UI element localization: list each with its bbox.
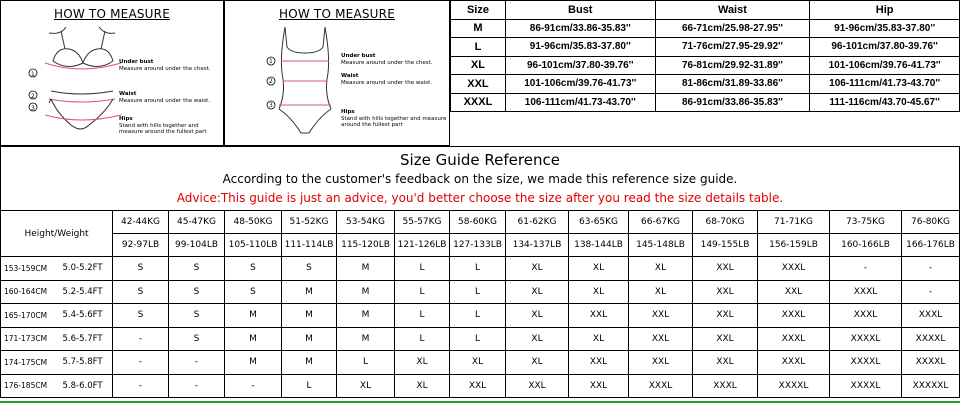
weight-kg-cell: 71-71KG: [758, 211, 830, 234]
size-recommendation-cell: M: [282, 351, 337, 375]
size-recommendation-cell: XL: [506, 280, 569, 304]
size-recommendation-cell: M: [225, 327, 282, 351]
size-recommendation-cell: L: [395, 304, 450, 328]
size-recommendation-cell: M: [225, 351, 282, 375]
size-recommendation-cell: XL: [395, 374, 450, 398]
how-to-measure-swimsuit-panel: [224, 0, 450, 146]
size-recommendation-cell: L: [450, 280, 506, 304]
size-recommendation-cell: XL: [506, 304, 569, 328]
size-recommendation-cell: L: [395, 280, 450, 304]
size-recommendation-cell: S: [225, 280, 282, 304]
weight-lb-cell: 166-176LB: [902, 234, 960, 257]
size-recommendation-cell: XL: [395, 351, 450, 375]
waist-cell: 81-86cm/31.89-33.86'': [655, 75, 810, 94]
size-recommendation-cell: -: [830, 257, 902, 281]
size-recommendation-cell: -: [169, 351, 225, 375]
marker-2: 2: [31, 93, 35, 100]
size-recommendation-cell: S: [282, 257, 337, 281]
size-recommendation-cell: XXL: [569, 304, 629, 328]
size-guide-header: [0, 146, 960, 210]
height-weight-size-grid: [0, 210, 960, 398]
size-recommendation-cell: XXL: [693, 327, 758, 351]
size-recommendation-cell: XXL: [450, 374, 506, 398]
height-ft-cell: 5.6-5.7FT: [59, 327, 113, 351]
size-recommendation-cell: S: [225, 257, 282, 281]
size-recommendation-cell: XL: [569, 257, 629, 281]
waist-cell: 86-91cm/33.86-35.83'': [655, 93, 810, 112]
bust-header: Bust: [505, 1, 655, 20]
weight-lb-cell: 149-155LB: [693, 234, 758, 257]
hip-cell: 111-116cm/43.70-45.67'': [810, 93, 960, 112]
size-cell: XXL: [451, 75, 506, 94]
hip-cell: 96-101cm/37.80-39.76'': [810, 38, 960, 57]
size-recommendation-cell: XXXL: [693, 374, 758, 398]
hip-cell: 91-96cm/35.83-37.80'': [810, 19, 960, 38]
weight-lb-cell: 127-133LB: [450, 234, 506, 257]
weight-kg-cell: 42-44KG: [113, 211, 169, 234]
marker-2: 2: [269, 78, 273, 85]
height-ft-cell: 5.8-6.0FT: [59, 374, 113, 398]
height-ft-cell: 5.2-5.4FT: [59, 280, 113, 304]
weight-lb-cell: 111-114LB: [282, 234, 337, 257]
size-recommendation-cell: XXXL: [758, 351, 830, 375]
weight-lb-cell: 134-137LB: [506, 234, 569, 257]
height-cm-cell: 171-173CM: [1, 327, 59, 351]
size-recommendation-cell: -: [225, 374, 282, 398]
weight-kg-cell: 55-57KG: [395, 211, 450, 234]
size-recommendation-cell: XXL: [758, 280, 830, 304]
size-header: Size: [451, 1, 506, 20]
bikini-illustration: [21, 25, 131, 145]
height-ft-cell: 5.7-5.8FT: [59, 351, 113, 375]
size-recommendation-cell: S: [113, 304, 169, 328]
size-recommendation-cell: XL: [569, 327, 629, 351]
waist-note: Waist Measure around under the waist.: [119, 91, 211, 104]
size-recommendation-cell: -: [902, 280, 960, 304]
size-recommendation-cell: XXL: [569, 351, 629, 375]
weight-kg-cell: 63-65KG: [569, 211, 629, 234]
size-recommendation-cell: XL: [506, 351, 569, 375]
weight-kg-cell: 51-52KG: [282, 211, 337, 234]
size-recommendation-cell: XXL: [506, 374, 569, 398]
size-recommendation-cell: XXXL: [830, 304, 902, 328]
height-weight-label: Height/Weight: [1, 211, 113, 257]
table-row: [451, 93, 960, 112]
under-bust-note: Under bust Measure around under the chest.: [341, 53, 433, 66]
size-recommendation-cell: XXL: [693, 304, 758, 328]
weight-kg-cell: 66-67KG: [629, 211, 693, 234]
size-recommendation-cell: XXXL: [758, 257, 830, 281]
how-to-measure-bikini-panel: [0, 0, 224, 146]
size-cell: XXXL: [451, 93, 506, 112]
weight-kg-cell: 61-62KG: [506, 211, 569, 234]
size-cell: L: [451, 38, 506, 57]
bust-cell: 86-91cm/33.86-35.83'': [505, 19, 655, 38]
table-row: [1, 280, 960, 304]
hip-cell: 101-106cm/39.76-41.73'': [810, 56, 960, 75]
size-recommendation-cell: XXXL: [830, 280, 902, 304]
size-recommendation-cell: XL: [569, 280, 629, 304]
size-recommendation-cell: XXL: [629, 351, 693, 375]
bust-cell: 96-101cm/37.80-39.76'': [505, 56, 655, 75]
size-recommendation-cell: L: [395, 327, 450, 351]
size-guide-advice: Advice:This guide is just an advice, you'd better choose the size after you read the size details table.: [176, 191, 784, 205]
size-recommendation-cell: XXL: [629, 327, 693, 351]
hips-note: Hips Stand with hills together and measure around the fullest part: [119, 116, 207, 135]
size-recommendation-cell: L: [282, 374, 337, 398]
hips-note: Hips Stand with hills together and measure around the fullest part: [341, 109, 447, 128]
weight-lb-cell: 92-97LB: [113, 234, 169, 257]
weight-lb-cell: 138-144LB: [569, 234, 629, 257]
under-bust-note: Under bust Measure around under the chest.: [119, 59, 211, 72]
weight-lb-cell: 156-159LB: [758, 234, 830, 257]
size-cell: XL: [451, 56, 506, 75]
weight-kg-cell: 73-75KG: [830, 211, 902, 234]
size-recommendation-cell: S: [113, 280, 169, 304]
bust-cell: 91-96cm/35.83-37.80'': [505, 38, 655, 57]
size-recommendation-cell: M: [225, 304, 282, 328]
size-recommendation-cell: XXXL: [629, 374, 693, 398]
weight-lb-cell: 121-126LB: [395, 234, 450, 257]
size-recommendation-cell: S: [113, 257, 169, 281]
weight-lb-cell: 115-120LB: [337, 234, 395, 257]
marker-1: 1: [269, 58, 273, 65]
size-recommendation-cell: XXL: [629, 304, 693, 328]
size-recommendation-cell: L: [395, 257, 450, 281]
size-recommendation-cell: L: [337, 351, 395, 375]
weight-lb-cell: 160-166LB: [830, 234, 902, 257]
size-recommendation-cell: XL: [506, 327, 569, 351]
size-recommendation-cell: -: [169, 374, 225, 398]
table-row: [1, 327, 960, 351]
weight-lb-cell: 99-104LB: [169, 234, 225, 257]
size-recommendation-cell: M: [337, 280, 395, 304]
waist-note: Waist Measure around under the waist.: [341, 73, 433, 86]
size-guide-title: Size Guide Reference: [400, 151, 560, 169]
size-recommendation-cell: XXXXL: [830, 374, 902, 398]
size-recommendation-cell: XXXXL: [902, 327, 960, 351]
waist-cell: 71-76cm/27.95-29.92'': [655, 38, 810, 57]
bust-cell: 106-111cm/41.73-43.70'': [505, 93, 655, 112]
table-row: [1, 304, 960, 328]
size-recommendation-cell: S: [169, 280, 225, 304]
size-recommendation-cell: XXXXL: [830, 351, 902, 375]
swimsuit-drawing: [265, 21, 345, 145]
size-measurement-table: [450, 0, 960, 112]
size-recommendation-cell: -: [113, 351, 169, 375]
height-ft-cell: 5.0-5.2FT: [59, 257, 113, 281]
size-recommendation-cell: M: [337, 327, 395, 351]
table-row: [451, 19, 960, 38]
height-ft-cell: 5.4-5.6FT: [59, 304, 113, 328]
size-recommendation-cell: XL: [629, 257, 693, 281]
size-recommendation-cell: XXXL: [758, 304, 830, 328]
weight-kg-row: [1, 211, 960, 234]
height-cm-cell: 176-185CM: [1, 374, 59, 398]
weight-kg-cell: 48-50KG: [225, 211, 282, 234]
table-row: [451, 56, 960, 75]
size-recommendation-cell: XXXXL: [758, 374, 830, 398]
weight-kg-cell: 58-60KG: [450, 211, 506, 234]
marker-1: 1: [31, 71, 35, 78]
size-table-header: [451, 1, 960, 20]
size-recommendation-cell: XL: [450, 351, 506, 375]
size-recommendation-cell: -: [113, 327, 169, 351]
weight-lb-cell: 145-148LB: [629, 234, 693, 257]
table-row: [451, 38, 960, 57]
weight-kg-cell: 45-47KG: [169, 211, 225, 234]
height-cm-cell: 153-159CM: [1, 257, 59, 281]
table-row: [451, 75, 960, 94]
height-cm-cell: 160-164CM: [1, 280, 59, 304]
marker-3: 3: [269, 102, 273, 109]
size-recommendation-cell: XXL: [693, 280, 758, 304]
size-recommendation-cell: S: [169, 257, 225, 281]
table-row: [1, 257, 960, 281]
hip-cell: 106-111cm/41.73-43.70'': [810, 75, 960, 94]
waist-cell: 66-71cm/25.98-27.95'': [655, 19, 810, 38]
size-recommendation-cell: M: [282, 280, 337, 304]
weight-lb-row: [1, 234, 960, 257]
size-recommendation-cell: XL: [506, 257, 569, 281]
size-recommendation-cell: XXL: [693, 257, 758, 281]
size-recommendation-cell: L: [450, 257, 506, 281]
hip-header: Hip: [810, 1, 960, 20]
bust-cell: 101-106cm/39.76-41.73'': [505, 75, 655, 94]
table-row: [1, 374, 960, 398]
size-recommendation-cell: L: [450, 304, 506, 328]
size-recommendation-cell: XXXXL: [830, 327, 902, 351]
size-recommendation-cell: XXXL: [902, 304, 960, 328]
waist-header: Waist: [655, 1, 810, 20]
size-recommendation-cell: S: [169, 327, 225, 351]
size-recommendation-cell: -: [902, 257, 960, 281]
weight-lb-cell: 105-110LB: [225, 234, 282, 257]
size-recommendation-cell: XL: [629, 280, 693, 304]
size-recommendation-cell: M: [337, 304, 395, 328]
size-guide-subtitle: According to the customer's feedback on the size, we made this reference size guide.: [222, 172, 738, 186]
size-recommendation-cell: -: [113, 374, 169, 398]
height-cm-cell: 165-170CM: [1, 304, 59, 328]
size-recommendation-cell: M: [337, 257, 395, 281]
waist-cell: 76-81cm/29.92-31.89'': [655, 56, 810, 75]
size-recommendation-cell: M: [282, 327, 337, 351]
weight-kg-cell: 76-80KG: [902, 211, 960, 234]
marker-3: 3: [31, 105, 35, 112]
size-recommendation-cell: XXXXL: [902, 351, 960, 375]
table-row: [1, 351, 960, 375]
size-recommendation-cell: M: [282, 304, 337, 328]
size-recommendation-cell: XXL: [693, 351, 758, 375]
weight-kg-cell: 68-70KG: [693, 211, 758, 234]
height-cm-cell: 174-175CM: [1, 351, 59, 375]
size-recommendation-cell: L: [450, 327, 506, 351]
how-to-measure-title: HOW TO MEASURE: [53, 7, 170, 21]
size-recommendation-cell: XXL: [569, 374, 629, 398]
size-cell: M: [451, 19, 506, 38]
size-recommendation-cell: S: [169, 304, 225, 328]
size-recommendation-cell: XXXXXL: [902, 374, 960, 398]
size-recommendation-cell: XXXL: [758, 327, 830, 351]
size-recommendation-cell: XL: [337, 374, 395, 398]
how-to-measure-title: HOW TO MEASURE: [278, 7, 395, 21]
weight-kg-cell: 53-54KG: [337, 211, 395, 234]
